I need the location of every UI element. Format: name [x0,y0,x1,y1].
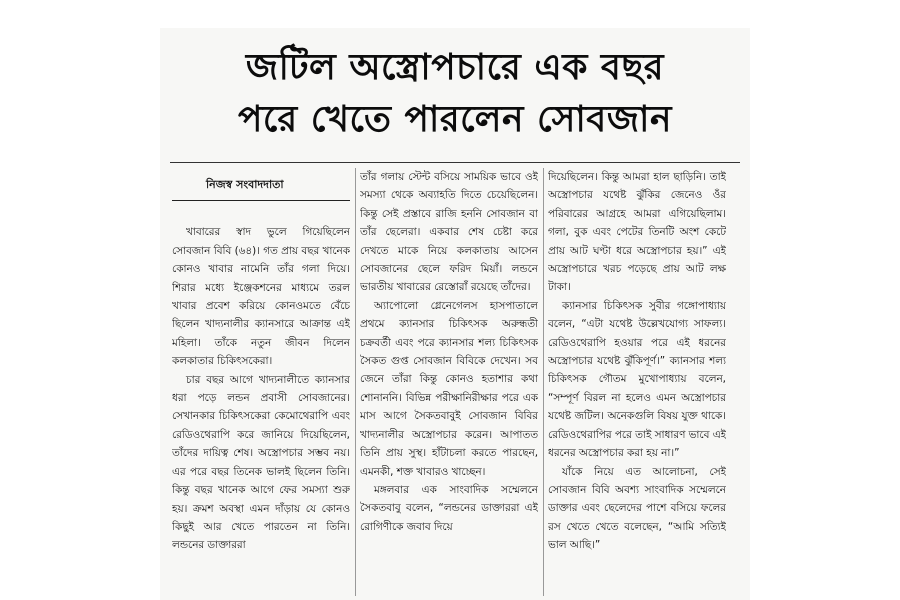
paragraph: দিয়েছিলেন। কিন্তু আমরা হাল ছাড়িনি। তাই অস্ত্রোপচার যথেষ্ট ঝুঁকির জেনেও ওঁর পরিবারের আগ্রহে আমরা এগিয়েছিলাম। গলা, বুক এবং পেটের তিনটি অংশ কেটে প্রায় আট ঘণ্টা ধরে অস্ত্রোপচার হয়।” এই অস্ত্রোপচারে খরচ পড়েছে প্রায় আট লক্ষ টাকা। [548,171,726,294]
headline [160,42,750,146]
headline-line-1: জটিল অস্ত্রোপচারে এক বছর [245,47,665,88]
column-divider [543,168,544,596]
column-3 [548,168,726,596]
paragraph: খাবারের স্বাদ ভুলে গিয়েছিলেন সোবজান বিবি (৬৪)। গত প্রায় বছর খানেক কোনও খাবার নামেনি তাঁর গলা দিয়ে। শিরার মধ্যে ইঞ্জেকশনের মাধ্যমে তরল খাবার প্রবেশ করিয়ে কোনওমতে বেঁচে ছিলেন খাদ্যনালীর ক্যানসারে আক্রান্ত এই মহিলা। তাঁকে নতুন জীবন দিলেন কলকাতার চিকিৎসকেরা। [172,226,350,368]
paragraph: অ্যাপোলো গ্লেনেগেলস হাসপাতালে প্রথমে ক্যানসার চিকিৎসক অরুন্ধতী চক্রবর্তী এবং পরে ক্যানসার শল্য চিকিৎসক সৈকত গুপ্ত সোবজান বিবিকে দেখেন। সব জেনে তাঁরা কিন্তু কোনও হতাশার কথা শোনাননি। বিভিন্ন পরীক্ষানিরীক্ষার পরে এক মাস আগে সৈকতবাবুই সোবজান বিবির খাদ্যনালীর অস্ত্রোপচার করেন। আপাতত তিনি প্রায় সুস্থ। হাঁটাচলা করতে পারছেন, এমনকী, শক্ত খাবারও খাচ্ছেন। [360,299,538,478]
column-divider [355,168,356,596]
headline-rule [170,162,740,163]
paragraph: মঙ্গলবার এক সাংবাদিক সম্মেলনে সৈকতবাবু বলেন, “লন্ডনের ডাক্তাররা এই রোগিণীকে জবাব দিয়ে [360,483,538,533]
paragraph: তাঁর গলায় স্টেন্ট বসিয়ে সাময়িক ভাবে ওই সমস্যা থেকে অব্যাহতি দিতে চেয়েছিলেন। কিন্তু সেই প্রস্তাবে রাজি হননি সোবজান বা তাঁর ছেলেরা। একবার শেষ চেষ্টা করে দেখতে মাকে নিয়ে কলকাতায় আসেন সোবজানের ছেলে ফরিদ মিয়াঁ। লন্ডনে ভারতীয় খাবারের রেস্তোরাঁ রয়েছে তাঁদের। [360,171,538,294]
paragraph: চার বছর আগে খাদ্যনালীতে ক্যানসার ধরা পড়ে লন্ডন প্রবাসী সোবজানের। সেখানকার চিকিৎসকেরা কেমোথেরাপি এবং রেডিওথেরাপি করে জানিয়ে দিয়েছিলেন, তাঁদের দায়িত্ব শেষ। অস্ত্রোপচার সম্ভব নয়। এর পরে বছর তিনেক ভালই ছিলেন তিনি। কিন্তু বছর খানেক আগে ফের সমস্যা শুরু হয়। ক্রমশ অবস্থা এমন দাঁড়ায় যে কোনও কিছুই আর খেতে পারতেন না তিনি। লন্ডনের ডাক্তাররা [172,373,350,552]
newspaper-clipping [160,28,750,600]
column-2 [360,168,538,596]
paragraph: ক্যানসার চিকিৎসক সুবীর গঙ্গোপাধ্যায় বলেন, “এটা যথেষ্ট উল্লেখযোগ্য সাফল্য। রেডিওথেরাপি হওয়ার পরে এই ধরনের অস্ত্রোপচার যথেষ্ট ঝুঁকিপূর্ণ।” ক্যানসার শল্য চিকিৎসক গৌতম মুখোপাধ্যায় বলেন, “সম্পূর্ণ বিরল না হলেও এমন অস্ত্রোপচার যথেষ্ট জটিল। অনেকগুলি বিষয় যুক্ত থাকে। রেডিওথেরাপির পরে তাই সাধারণ ভাবে এই ধরনের অস্ত্রোপচার করা হয় না।” [548,299,726,460]
byline: নিজস্ব সংবাদদাতা [172,170,350,201]
column-1 [172,168,350,596]
headline-line-2: পরে খেতে পারলেন সোবজান [238,99,672,140]
paragraph: যাঁকে নিয়ে এত আলোচনা, সেই সোবজান বিবি অবশ্য সাংবাদিক সম্মেলনে ডাক্তার এবং ছেলেদের পাশে বসিয়ে ফলের রস খেতে খেতে বলেছেন, “আমি সত্যিই ভাল আছি।” [548,465,726,552]
